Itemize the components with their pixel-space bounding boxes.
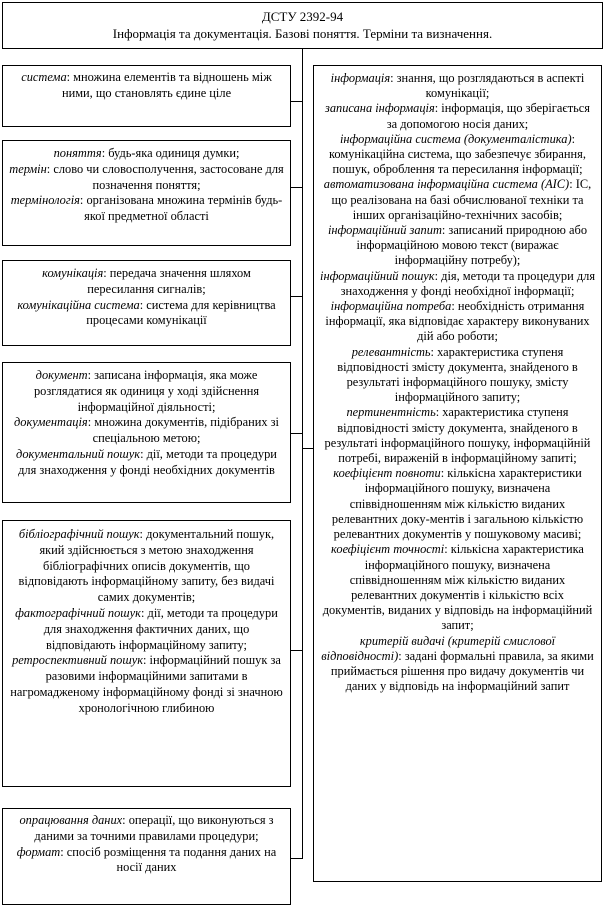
- standard-title-box: [2, 2, 603, 49]
- standard-title: Інформація та документація. Базові поняття. Терміни та визначення.: [112, 26, 493, 41]
- definition: : система для керівництва процесами комунікації: [86, 297, 276, 328]
- definition-entry: [320, 405, 595, 466]
- definition-entry: [9, 146, 284, 162]
- definition-box-system: [2, 65, 291, 127]
- term: система: [21, 70, 67, 84]
- definition-entry: [9, 653, 284, 716]
- definition: : комунікаційна система, що забезпечує збирання, пошук, оброблення та пересилання інформації;: [329, 131, 586, 177]
- term: поняття: [53, 146, 102, 160]
- term: коефіцієнт повноти: [333, 466, 441, 481]
- term: ретроспективний пошук: [12, 653, 144, 668]
- definition-box-data-processing: [2, 808, 291, 905]
- definition: : множина документів, підібраних зі спеціальною метою;: [87, 415, 279, 446]
- term: опрацювання даних: [19, 813, 123, 827]
- definition-entry: [9, 193, 284, 225]
- term: документ: [35, 368, 88, 382]
- definition-entry: [320, 71, 595, 101]
- term: коефіцієнт точності: [331, 542, 445, 557]
- term: інформаційний пошук: [320, 268, 435, 283]
- term: бібліографічний пошук: [18, 527, 140, 541]
- term: фактографічний пошук: [15, 605, 141, 620]
- definition: : дія, методи та процедури для знаходження у фонді необхідної інформації;: [340, 268, 596, 298]
- definition-entry: [9, 70, 284, 102]
- definition-entry: [9, 845, 284, 877]
- term: формат: [16, 844, 61, 859]
- definition-box-concept: [2, 140, 291, 246]
- definition-entry: [320, 101, 595, 131]
- standard-number: ДСТУ 2392-94: [261, 9, 344, 24]
- definition-entry: [320, 634, 595, 695]
- definition-box-document: [2, 362, 291, 503]
- vertical-connector: [302, 49, 303, 859]
- definition-entry: [320, 345, 595, 406]
- definition-entry: [9, 813, 284, 845]
- definition-entry: [9, 527, 284, 606]
- definition-box-search-types: [2, 520, 291, 787]
- term: інформаційна система (документалістика): [339, 131, 572, 146]
- definition-entry: [320, 132, 595, 178]
- definition-entry: [320, 299, 595, 345]
- definition: : характеристика ступеня відповідності змісту документа, знайденого в результаті інформаційного пошуку, змісту інформаційного запиту;: [337, 344, 578, 405]
- definition-box-information: [313, 65, 602, 882]
- term: інформаційний запит: [327, 223, 442, 238]
- definition-entry: [9, 447, 284, 479]
- term: пертинентність: [346, 405, 436, 420]
- term: термін: [9, 161, 47, 176]
- definition: : інформація, що зберігається за допомогою носія даних;: [386, 101, 590, 131]
- definition-entry: [9, 298, 284, 330]
- connector-6: [291, 858, 302, 859]
- term: термінологія: [10, 193, 80, 208]
- definition-entry: [9, 606, 284, 653]
- definition-entry: [320, 177, 595, 223]
- definition-entry: [320, 223, 595, 269]
- definition: : знання, що розглядаються в аспекті комунікації;: [390, 71, 585, 101]
- definition: : кількісна характеристики інформаційного пошуку, визначена співвідношенням між кількістю виданих релевантних доку-ментів і загальною кількістю релевантних документів у пошуковому масиві;: [331, 466, 584, 542]
- definition: : кількісна характеристика інформаційного пошуку, визначена співвідношенням між кількістю виданих релевантних документів і кількістю всіх документів, виданих у відповідь на інформаційний запит;: [322, 542, 593, 633]
- definition: : слово чи словосполучення, застосоване для позначення поняття;: [46, 161, 284, 192]
- term: автоматизована інформаційна система (АІС): [323, 177, 570, 192]
- term: документація: [14, 415, 88, 430]
- definition: : необхідність отримання інформації, яка відповідає характеру виконуваних дій або роботи;: [325, 299, 590, 344]
- connector-right: [302, 448, 313, 449]
- connector-1: [291, 101, 302, 102]
- term: записана інформація: [325, 101, 435, 116]
- definition-entry: [320, 542, 595, 633]
- connector-5: [291, 650, 302, 651]
- definition: : інформаційний пошук за разовими інформаційними запитами в нагромадженому інформаційному фонді зі значною хронологічною глибиною: [10, 653, 283, 715]
- definition: : передача значення шляхом пересилання сигналів;: [87, 266, 251, 296]
- definition-entry: [9, 368, 284, 415]
- definition-entry: [320, 466, 595, 542]
- definition: : характеристика ступеня відповідності змісту документа, знайденого в результаті інформаційного пошуку, інформаційній потребі, вираженій в інформаційному запиті;: [324, 405, 591, 466]
- term: інформаційна потреба: [330, 299, 452, 314]
- term: комунікація: [42, 266, 104, 280]
- definition: : дії, методи та процедури для знаходження у фонді необхідних документів: [18, 446, 277, 477]
- definition: : задані формальні правила, за якими приймається рішення про видачу документів чи даних у відповідь на інформаційний запит: [330, 648, 594, 694]
- term: документальний пошук: [16, 446, 141, 461]
- definition-box-communication: [2, 260, 291, 346]
- definition: : дії, методи та процедури для знаходження фактичних даних, що відповідають інформаційному запиту;: [43, 605, 278, 652]
- definition-entry: [9, 266, 284, 298]
- definition: : записаний природною або інформаційною мовою текст (виражає інформаційну потребу);: [356, 223, 588, 268]
- definition: : ІС, що реалізована на базі обчислюваної техніки та інших організаційно-технічних засобів;: [331, 177, 592, 222]
- definition: : організована множина термінів будь-якої предметної області: [79, 193, 283, 224]
- term: інформація: [330, 71, 391, 85]
- connector-3: [291, 296, 302, 297]
- connector-2: [291, 187, 302, 188]
- definition: : документальний пошук, який здійснюється з метою знаходження бібліографічних описів документів, що відповідають інформаційному запиту, без видачі самих документів;: [18, 527, 275, 605]
- definition-entry: [9, 415, 284, 447]
- definition-entry: [9, 162, 284, 194]
- definition: : операції, що виконуються з даними за точними правилами процедури;: [34, 813, 274, 843]
- definition: : будь-яка одиниця думки;: [101, 146, 240, 160]
- connector-4: [291, 433, 302, 434]
- term: комунікаційна система: [17, 297, 140, 312]
- definition: : множина елементів та відношень між ними, що становлять єдине ціле: [61, 70, 272, 100]
- definition-entry: [320, 269, 595, 299]
- term: критерій видачі (критерій смислової відповідності): [321, 633, 556, 663]
- definition: : спосіб розміщення та подання даних на носії даних: [60, 844, 277, 875]
- term: релевантність: [351, 344, 431, 359]
- definition: : записана інформація, яка може розглядатися як одиниця у ході здійснення інформаційної діяльності;: [33, 368, 260, 414]
